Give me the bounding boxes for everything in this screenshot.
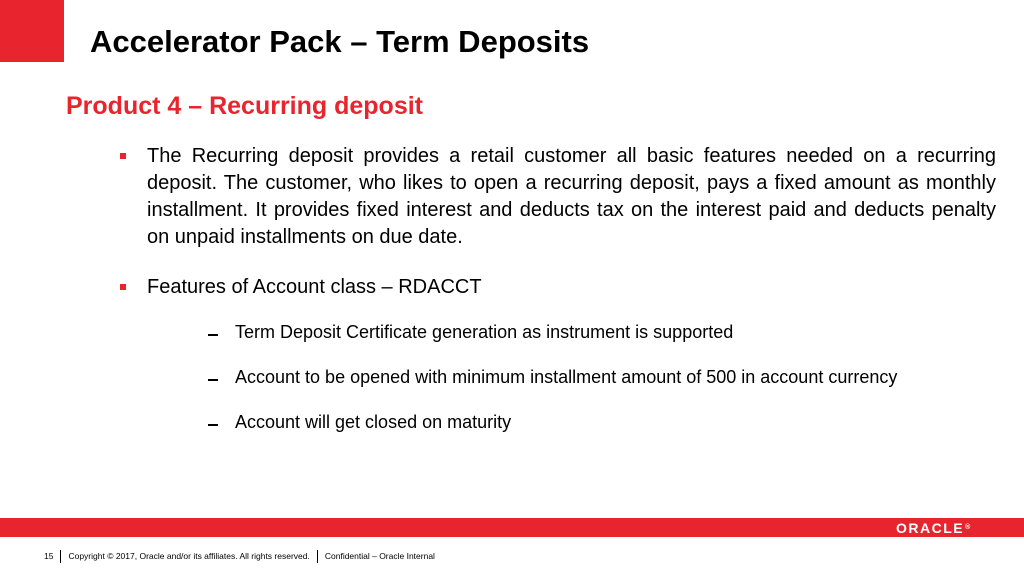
bullet-marker-2 <box>120 284 130 294</box>
footer-divider-2 <box>317 550 318 563</box>
footer <box>44 549 435 563</box>
slide-subtitle: Product 4 – Recurring deposit <box>66 92 424 120</box>
classification-text: Confidential – Oracle Internal <box>324 551 435 561</box>
sub-bullet-dash-1 <box>208 334 218 336</box>
sub-bullet-text-1: Term Deposit Certificate generation as instrument is supported <box>235 322 734 342</box>
footer-bar <box>0 518 1024 537</box>
sub-bullet-dash-3 <box>208 424 218 426</box>
page-number: 15 <box>44 551 54 561</box>
sub-bullet-text-3: Account will get closed on maturity <box>235 412 512 432</box>
sub-bullet-text-2: Account to be opened with minimum installment amount of 500 in account currency <box>235 367 898 387</box>
slide-title: Accelerator Pack – Term Deposits <box>90 24 590 59</box>
copyright-text: Copyright © 2017, Oracle and/or its affiliates. All rights reserved. <box>68 551 310 561</box>
sub-bullet-dash-2 <box>208 379 218 381</box>
bullet-marker-1 <box>120 153 130 163</box>
title-accent-block <box>0 0 64 62</box>
bullet-text-2: Features of Account class – RDACCT <box>147 276 482 298</box>
bullet-text-1: The Recurring deposit provides a retail customer all basic features needed on a recurring deposit. The customer, who likes to open a recurring deposit, pays a fixed amount as monthly installment. It provides fixed interest and deducts tax on the interest paid and deducts penalty on unpaid installments on due date. <box>147 145 996 248</box>
oracle-logo <box>896 520 970 536</box>
oracle-logo-text: ORACLE <box>896 520 965 536</box>
registered-mark-icon: ® <box>965 524 971 531</box>
footer-divider-1 <box>60 550 61 563</box>
